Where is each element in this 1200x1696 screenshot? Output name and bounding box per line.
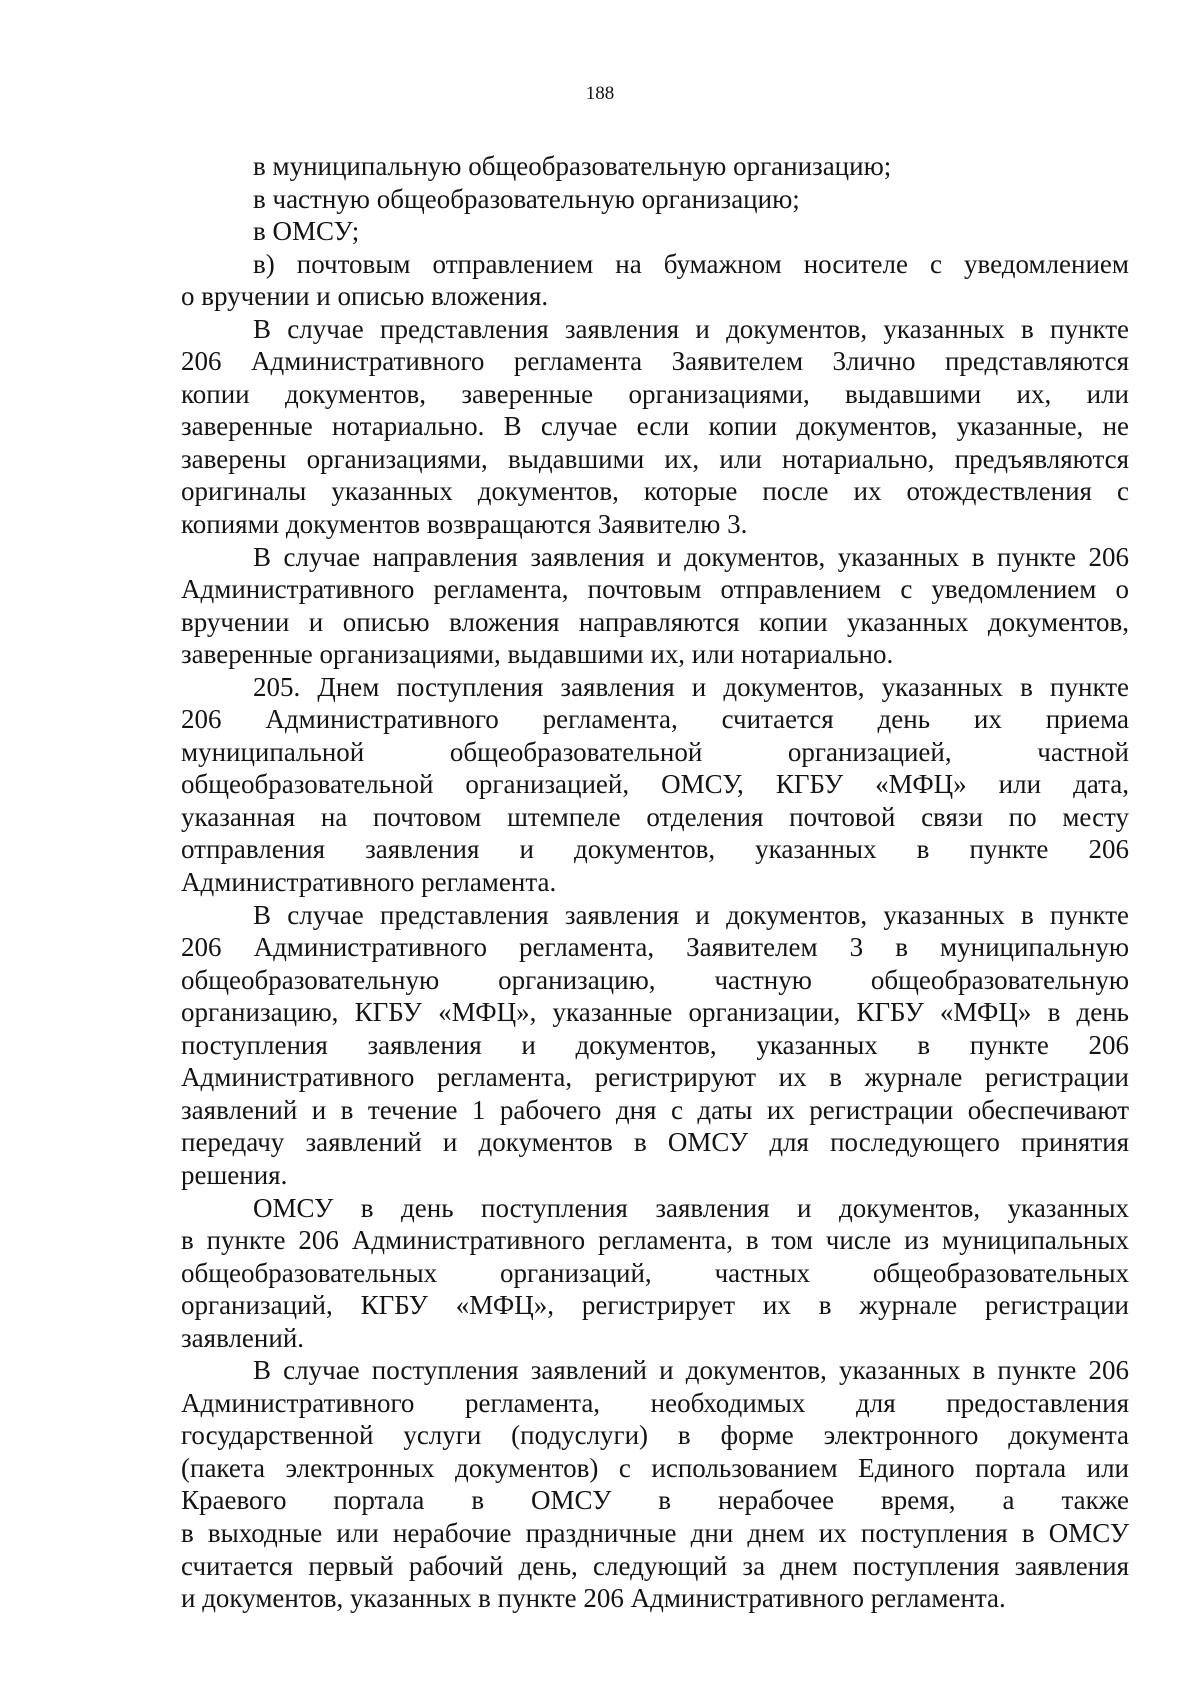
text-line: указанная на почтовом штемпеле отделения почтовой связи по месту <box>181 801 1129 832</box>
text-line: В случае направления заявления и документов, указанных в пункте 206 <box>253 541 1129 572</box>
text-line: в выходные или нерабочие праздничные дни днем их поступления в ОМСУ <box>181 1517 1129 1548</box>
text-line: в пункте 206 Административного регламента, в том числе из муниципальных <box>181 1225 1129 1256</box>
text-line: Административного регламента. <box>181 867 557 898</box>
text-line: отправления заявления и документов, указанных в пункте 206 <box>181 834 1129 865</box>
text-line: передачу заявлений и документов в ОМСУ для последующего принятия <box>181 1127 1129 1158</box>
text-line: поступления заявления и документов, указанных в пункте 206 <box>181 1029 1129 1060</box>
text-line: и документов, указанных в пункте 206 Административного регламента. <box>181 1583 1006 1614</box>
text-line: оригиналы указанных документов, которые после их отождествления с <box>181 476 1129 507</box>
text-line: 206 Административного регламента, Заявителем 3 в муниципальную <box>181 932 1129 963</box>
text-line: копиями документов возвращаются Заявителю 3. <box>181 509 748 540</box>
text-line: организаций, КГБУ «МФЦ», регистрирует их в журнале регистрации <box>181 1290 1129 1321</box>
text-line: заверены организациями, выдавшими их, или нотариально, предъявляются <box>181 443 1129 474</box>
text-line: Административного регламента, необходимых для предоставления <box>181 1387 1129 1418</box>
text-line: В случае поступления заявлений и документов, указанных в пункте 206 <box>253 1355 1129 1386</box>
text-line: В случае представления заявления и документов, указанных в пункте <box>253 899 1129 930</box>
text-line: о вручении и описью вложения. <box>181 281 549 312</box>
text-line: копии документов, заверенные организациями, выдавшими их, или <box>181 378 1129 409</box>
text-line: ОМСУ в день поступления заявления и документов, указанных <box>253 1192 1129 1223</box>
text-line: заявлений и в течение 1 рабочего дня с даты их регистрации обеспечивают <box>181 1094 1129 1125</box>
text-line: заверенные организациями, выдавшими их, или нотариально. <box>181 639 894 670</box>
text-line: 206 Административного регламента, считается день их приема <box>181 704 1129 735</box>
text-line: в) почтовым отправлением на бумажном носителе с уведомлением <box>253 248 1129 279</box>
text-line: В случае представления заявления и документов, указанных в пункте <box>253 313 1129 344</box>
text-line: Административного регламента, регистрируют их в журнале регистрации <box>181 1062 1129 1093</box>
text-line: решения. <box>181 1159 288 1190</box>
text-line: государственной услуги (подуслуги) в форме электронного документа <box>181 1420 1129 1451</box>
text-line: в частную общеобразовательную организацию; <box>253 183 800 214</box>
text-line: общеобразовательную организацию, частную общеобразовательную <box>181 964 1129 995</box>
text-line: общеобразовательных организаций, частных общеобразовательных <box>181 1257 1129 1288</box>
text-line: общеобразовательной организацией, ОМСУ, КГБУ «МФЦ» или дата, <box>181 769 1129 800</box>
page-number: 188 <box>585 83 615 104</box>
text-line: 206 Административного регламента Заявителем 3лично представляются <box>181 346 1129 377</box>
text-line: заявлений. <box>181 1322 305 1353</box>
text-line: вручении и описью вложения направляются копии указанных документов, <box>181 606 1129 637</box>
text-line: заверенные нотариально. В случае если копии документов, указанные, не <box>181 411 1129 442</box>
text-line: муниципальной общеобразовательной организацией, частной <box>181 736 1129 767</box>
text-line: считается первый рабочий день, следующий за днем поступления заявления <box>181 1550 1129 1581</box>
text-line: в муниципальную общеобразовательную организацию; <box>253 151 892 181</box>
text-line: организацию, КГБУ «МФЦ», указанные организации, КГБУ «МФЦ» в день <box>181 997 1129 1028</box>
text-line: в ОМСУ; <box>253 216 360 247</box>
text-line: Краевого портала в ОМСУ в нерабочее время, а также <box>181 1485 1129 1516</box>
text-line: (пакета электронных документов) с использованием Единого портала или <box>181 1452 1129 1483</box>
text-line: 205. Днем поступления заявления и документов, указанных в пункте <box>253 671 1129 702</box>
document-body <box>181 150 1129 1615</box>
text-line: Административного регламента, почтовым отправлением с уведомлением о <box>181 574 1129 605</box>
